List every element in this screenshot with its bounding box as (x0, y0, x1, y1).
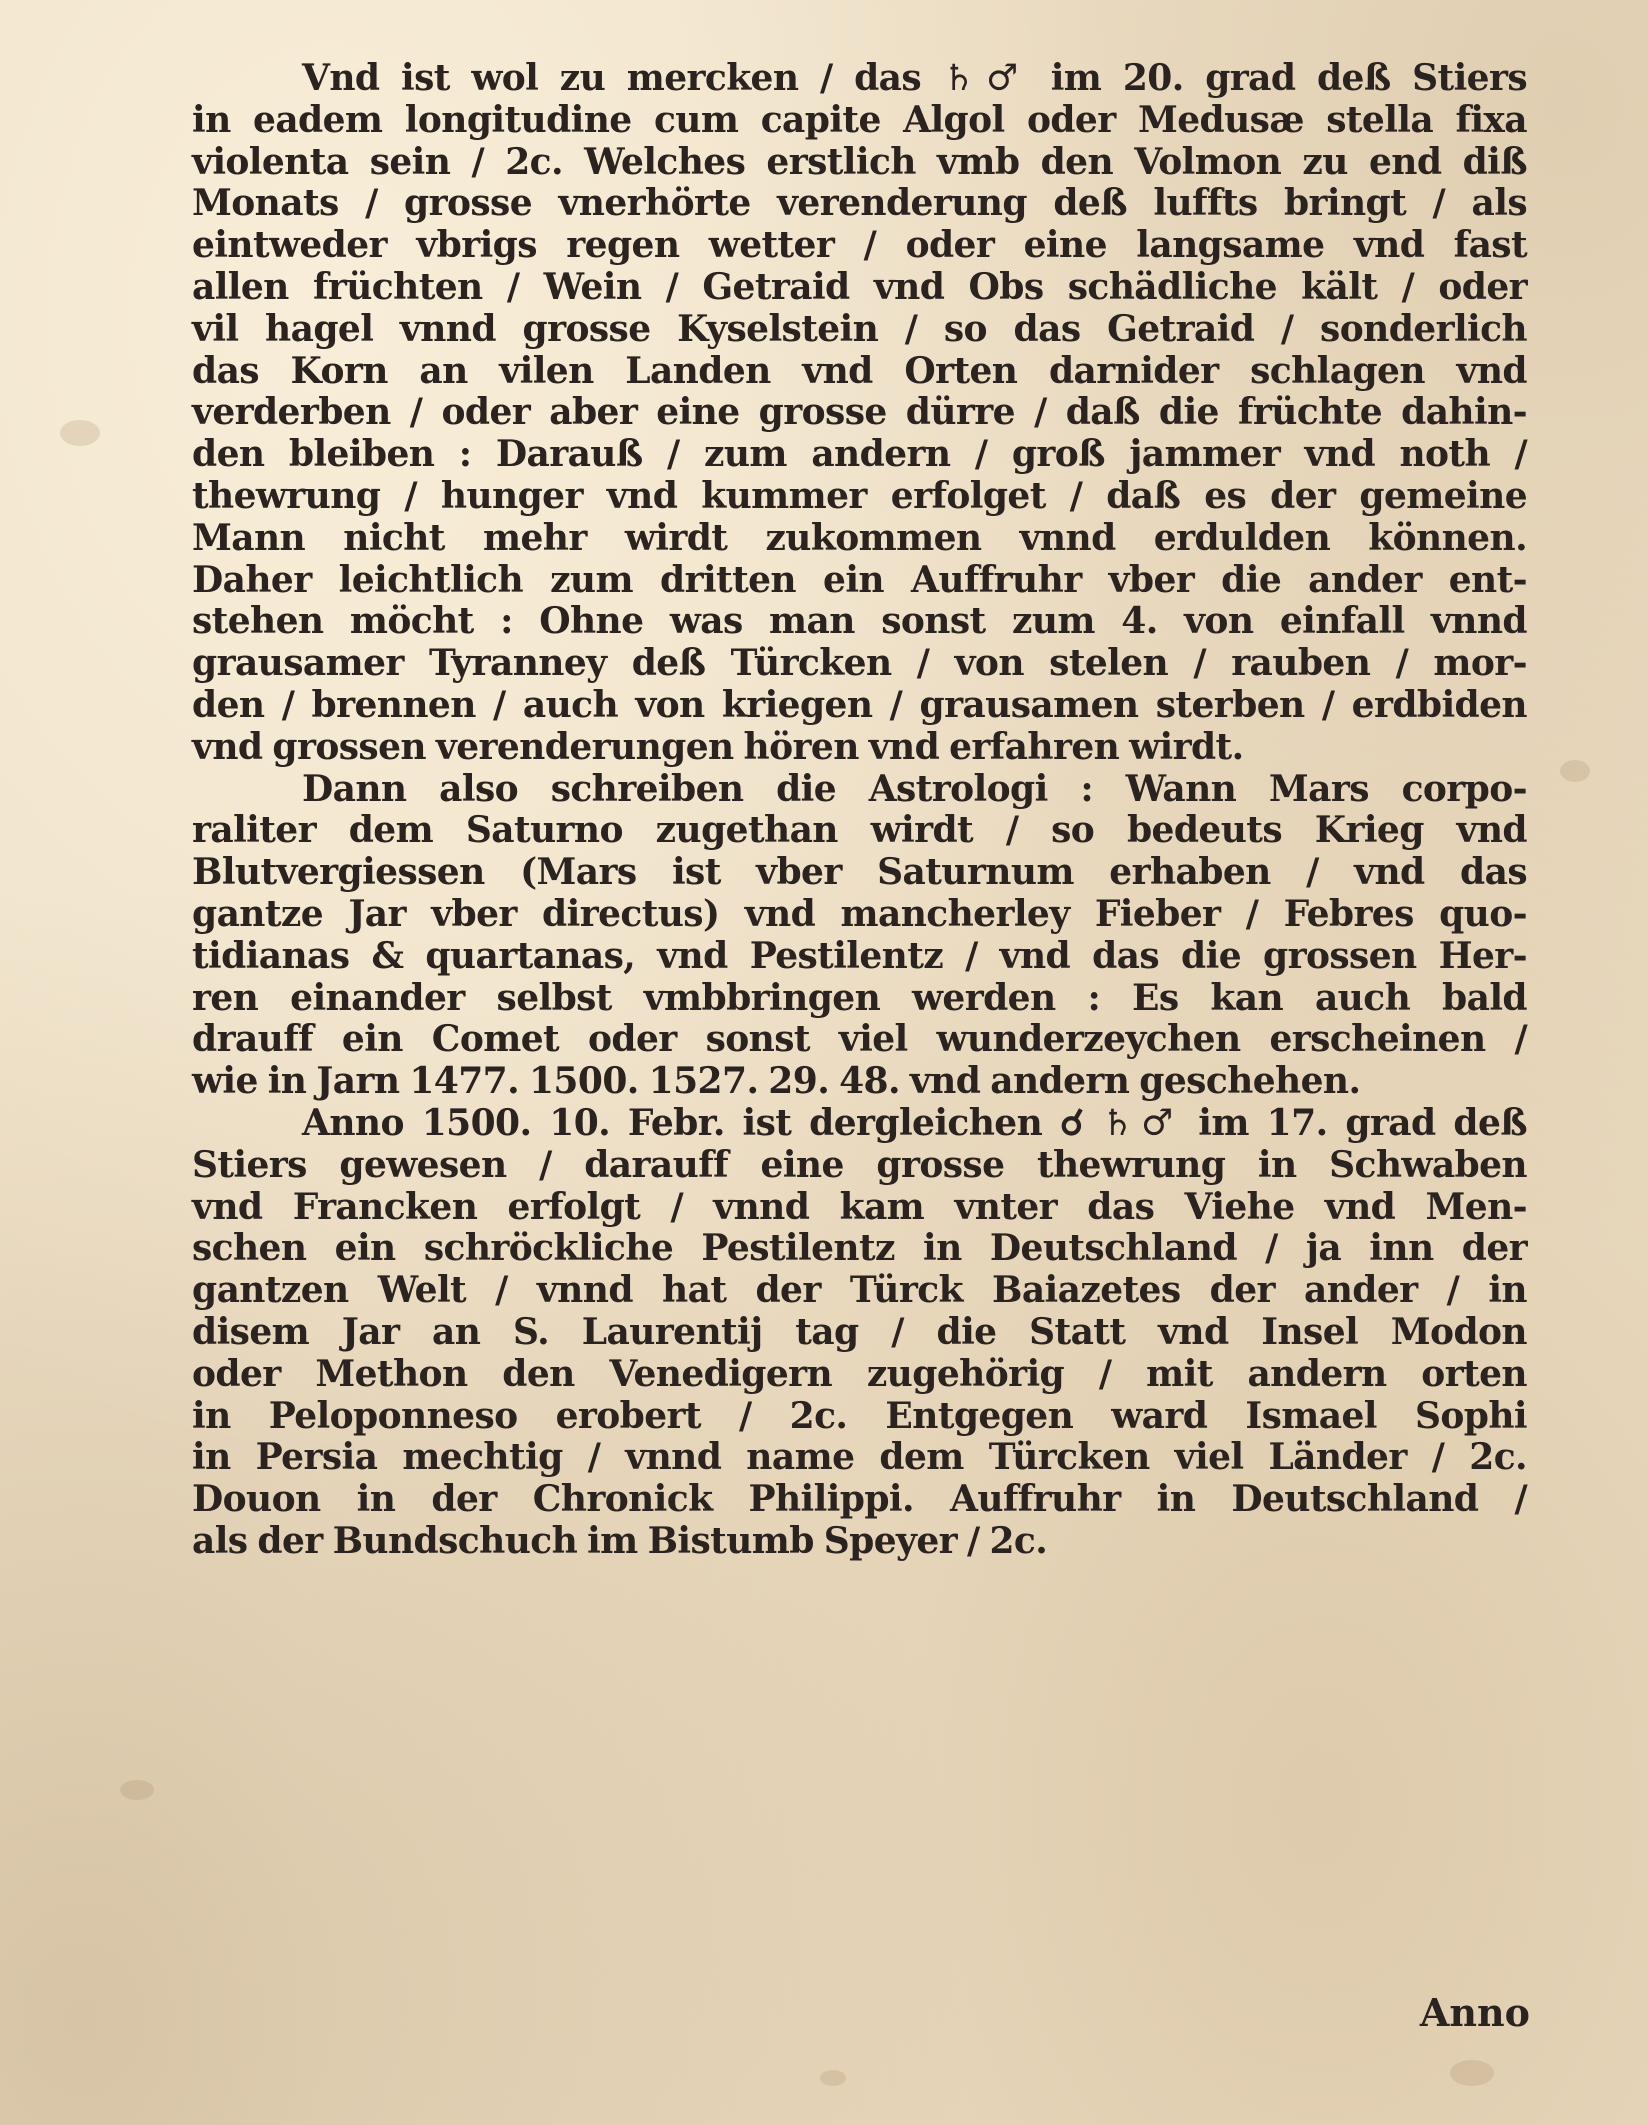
text-line: Dann also schreiben die Astrologi : Wann Mars corpo- (302, 767, 1527, 810)
text-line: disem Jar an S. Laurentij tag / die Statt vnd Insel Modon (192, 1310, 1527, 1353)
text-line: gantzen Welt / vnnd hat der Türck Baiazetes der ander / in (192, 1269, 1527, 1312)
text-line: in Persia mechtig / vnnd name dem Türcken viel Länder / 2c. (192, 1436, 1527, 1479)
text-line: grausamer Tyranney deß Türcken / von stelen / rauben / mor- (192, 642, 1527, 685)
text-line: drauff ein Comet oder sonst viel wunderzeychen erscheinen / (192, 1018, 1527, 1061)
text-line: schen ein schröckliche Pestilentz in Deutschland / ja inn der (192, 1227, 1527, 1270)
text-line: oder Methon den Venedigern zugehörig / mit andern orten (192, 1352, 1527, 1395)
text-line: in eadem longitudine cum capite Algol oder Medusæ stella fixa (192, 98, 1527, 141)
text-line: den bleiben : Darauß / zum andern / groß jammer vnd noth / (192, 433, 1527, 476)
text-line: Vnd ist wol zu mercken / das ♄♂ im 20. grad deß Stiers (302, 57, 1527, 99)
text-line: raliter dem Saturno zugethan wirdt / so bedeuts Krieg vnd (192, 809, 1527, 852)
text-line: allen früchten / Wein / Getraid vnd Obs schädliche kält / oder (192, 265, 1527, 308)
text-line: den / brennen / auch von kriegen / grausamen sterben / erdbiden (192, 683, 1527, 726)
text-line: wie in Jarn 1477. 1500. 1527. 29. 48. vnd andern geschehen. (192, 1060, 1361, 1103)
text-line: verderben / oder aber eine grosse dürre / daß die früchte dahin- (192, 391, 1527, 434)
text-line: Douon in der Chronick Philippi. Auffruhr in Deutschland / (192, 1478, 1527, 1521)
text-line: als der Bundschuch im Bistumb Speyer / 2c. (192, 1519, 1048, 1562)
text-line: Mann nicht mehr wirdt zukommen vnnd erdulden können. (192, 516, 1527, 559)
text-line: violenta sein / 2c. Welches erstlich vmb den Volmon zu end diß (192, 140, 1527, 183)
text-line: vnd Francken erfolgt / vnnd kam vnter das Viehe vnd Men- (192, 1185, 1527, 1228)
text-line: stehen möcht : Ohne was man sonst zum 4. von einfall vnnd (192, 600, 1527, 643)
catchword: Anno (1419, 1990, 1530, 2035)
text-line: Daher leichtlich zum dritten ein Auffruhr vber die ander ent- (192, 558, 1527, 601)
text-line: vil hagel vnnd grosse Kyselstein / so das Getraid / sonderlich (192, 307, 1527, 350)
text-line: thewrung / hunger vnd kummer erfolget / daß es der gemeine (192, 474, 1527, 517)
text-line: vnd grossen verenderungen hören vnd erfahren wirdt. (192, 725, 1244, 768)
page-body (192, 58, 1527, 1563)
text-line: ren einander selbst vmbbringen werden : Es kan auch bald (192, 976, 1527, 1019)
text-line: das Korn an vilen Landen vnd Orten darnider schlagen vnd (192, 349, 1527, 392)
text-line: Stiers gewesen / darauff eine grosse thewrung in Schwaben (192, 1143, 1527, 1186)
text-line: in Peloponneso erobert / 2c. Entgegen ward Ismael Sophi (192, 1394, 1527, 1437)
text-line: tidianas & quartanas, vnd Pestilentz / vnd das die grossen Her- (192, 934, 1527, 977)
text-line: Monats / grosse vnerhörte verenderung deß luffts bringt / als (192, 182, 1527, 225)
text-line: Blutvergiessen (Mars ist vber Saturnum erhaben / vnd das (192, 851, 1527, 894)
text-line: Anno 1500. 10. Febr. ist dergleichen ☌ ♄♂ im 17. grad deß (302, 1101, 1527, 1144)
text-line: eintweder vbrigs regen wetter / oder eine langsame vnd fast (192, 224, 1527, 267)
text-line: gantze Jar vber directus) vnd mancherley Fieber / Febres quo- (192, 892, 1527, 935)
